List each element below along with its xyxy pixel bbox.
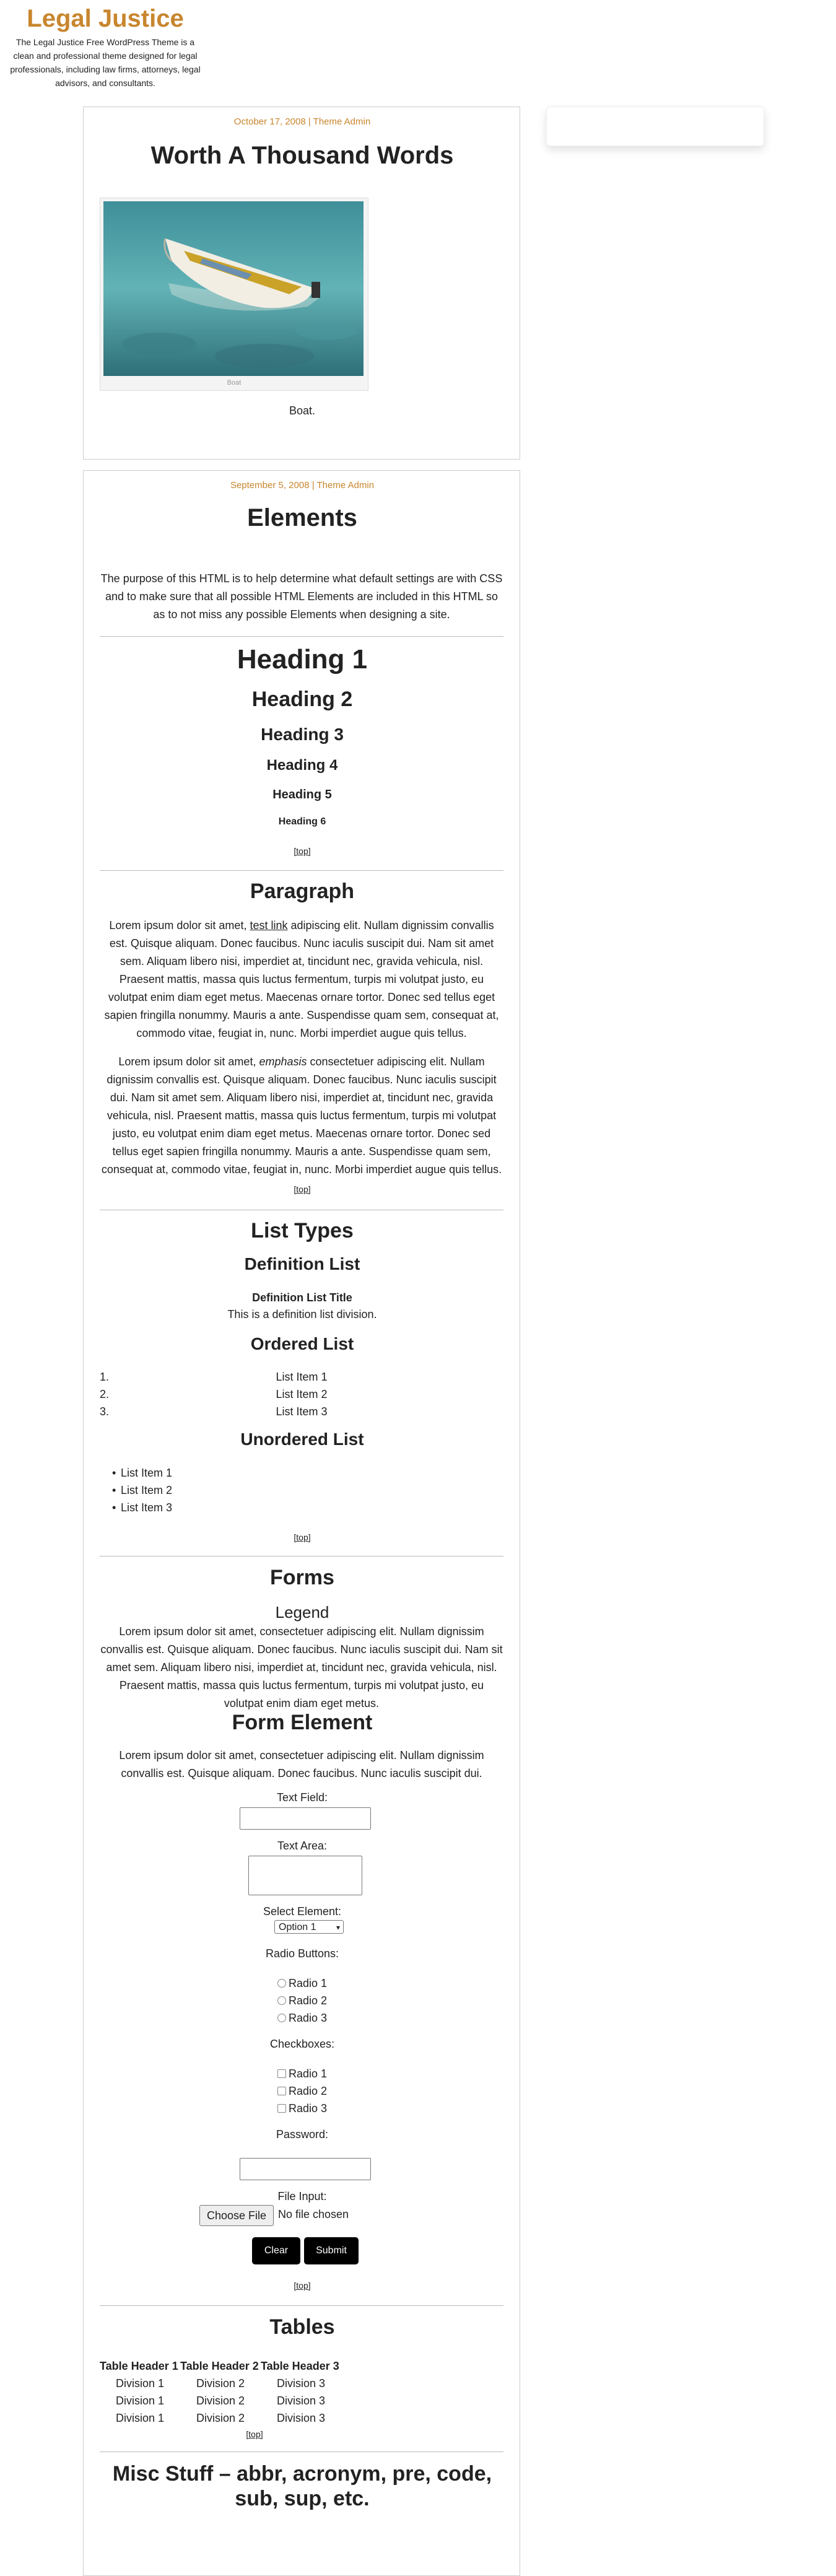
- legend-text: Lorem ipsum dolor sit amet, consectetuer adipiscing elit. Nullam dignissim convallis est. Quisque aliquam. Donec faucibus. Nunc iaculis suscipit dui. Nam sit amet sem. Aliquam libero nisi, imperdiet at, tincidunt nec, gravida vehicula, nisl. Praesent mattis, massa quis luctus fermentum, turpis mi volutpat justo, eu volutpat enim diam eget metus.: [100, 1625, 503, 1709]
- unordered-list-heading: Unordered List: [240, 1430, 364, 1449]
- boat-image[interactable]: [103, 201, 364, 376]
- table-header: Table Header 1: [100, 2360, 178, 2372]
- top-link[interactable]: [top]: [294, 1184, 311, 1194]
- image-caption: Boat: [227, 379, 242, 386]
- list-item: • List Item 2: [121, 1484, 172, 1497]
- checkbox-option[interactable]: Radio 3: [84, 2102, 521, 2115]
- divider: [100, 636, 503, 637]
- post-text: Boat.: [289, 404, 316, 417]
- text-field-label: Text Field:: [276, 1791, 328, 1804]
- table-cell: Division 1: [116, 2395, 165, 2407]
- clear-button[interactable]: Clear: [252, 2237, 300, 2264]
- post-elements: September 5, 2008 | Theme Admin Elements The purpose of this HTML is to help determine what default settings are with CSS and to make sure that all possible HTML Elements are included in this HTML so as to not miss any possible Elements when designing a site. Heading 1 Heading 2 Heading 3 Heading 4 Heading 5 Heading 6 [top] Paragraph Lorem ipsum dolor sit amet, test link adipiscing elit. Nullam dignissim convallis est. Quisque aliquam. Donec faucibus. Nunc iaculis suscipit dui. Nam sit amet sem. Aliquam libero nisi, imperdiet at, tincidunt nec, gravida vehicula, nisl. Praesent mattis, massa quis luctus fermentum, turpis mi volutpat justo, eu volutpat enim diam eget metus. Maecenas ornare tortor. Donec sed tellus eget sapien fringilla nonummy. Mauris a ante. Suspendisse quam sem, consequat at, commodo vitae, feugiat in, nunc. Morbi imperdiet augue quis tellus. Lorem ipsum dolor sit amet, emphasis consectetuer adipiscing elit. Nullam dignissim convallis est. Quisque aliquam. Donec faucibus. Nunc iaculis suscipit dui. Nam sit amet sem. Aliquam libero nisi, imperdiet at, tincidunt nec, gravida vehicula, nisl. Praesent mattis, massa quis luctus fermentum, turpis mi volutpat justo, eu volutpat enim diam eget metus. Maecenas ornare tortor. Donec sed tellus eget sapien fringilla nonummy. Mauris a ante. Suspendisse quam sem, consequat at, commodo vitae, feugiat in, nunc. Morbi imperdiet augue quis tellus. [top] List Types Definition List Definition List Title This is a definition list division. Ordered List 1. List Item 1 2. List Item 2 3. List Item 3 Unordered List • List Item 1 • List Item 2 • List Item 3 [top] Forms Legend Lorem ipsum dolor sit amet, consectetuer adipiscing elit. Nullam dignissim convallis est. Quisque aliquam. Donec faucibus. Nunc iaculis suscipit dui. Nam sit amet sem. Aliquam libero nisi, imperdiet at, tincidunt nec, gravida vehicula, nisl. Praesent mattis, massa quis luctus fermentum, turpis mi volutpat justo, eu volutpat enim diam eget metus. Form Element Lorem ipsum dolor sit amet, consectetuer adipiscing elit. Nullam dignissim convallis est. Quisque aliquam. Donec faucibus. Nunc iaculis suscipit dui. Text Field: Text Area: Select Element: Option 1 ▾ Radio Buttons: Radio 1 Radio 2 Radio 3 Checkboxes: Radio 1 Radio 2 Radio 3 Password: File Input: Choose File No file chosen Clear Submit [top] Tables Table Header 1 Table Header 2 Table Header 3 Division 1 Division 2 Division 3 Division 1 Division 2 Division 3 Division 1 Division 2 Division 3 [top] Misc Stuff – abbr, acronym, pre, code, sub, sup, etc.: [83, 470, 520, 2576]
- heading-2: Heading 2: [251, 688, 353, 711]
- table-cell: Division 3: [277, 2395, 326, 2407]
- ordered-list-heading: Ordered List: [250, 1334, 354, 1353]
- table-cell: Division 3: [277, 2412, 326, 2424]
- legend-paragraph: [100, 1623, 503, 1713]
- radio-option[interactable]: Radio 2: [84, 1994, 521, 2007]
- select-label: Select Element:: [263, 1905, 342, 1918]
- radio-icon[interactable]: [277, 2014, 286, 2022]
- test-link[interactable]: test link: [250, 919, 288, 932]
- text-area-label: Text Area:: [277, 1840, 328, 1852]
- paragraph-1: Lorem ipsum dolor sit amet, test link adipiscing elit. Nullam dignissim convallis est. Quisque aliquam. Donec faucibus. Nunc iaculis suscipit dui. Nam sit amet sem. Aliquam libero nisi, imperdiet at, tincidunt nec, gravida vehicula, nisl. Praesent mattis, massa quis luctus fermentum, turpis mi volutpat justo, eu volutpat enim diam eget metus. Maecenas ornare tortor. Donec sed tellus eget sapien fringilla nonummy. Mauris a ante. Suspendisse quam sem, consequat at, commodo vitae, feugiat in, nunc. Morbi imperdiet augue quis tellus.: [104, 919, 499, 1039]
- post-title[interactable]: Worth A Thousand Words: [150, 142, 454, 169]
- image-figure: [100, 198, 368, 391]
- radio-option[interactable]: Radio 1: [84, 1977, 521, 1990]
- radio-icon[interactable]: [277, 1996, 286, 2005]
- heading-1: Heading 1: [237, 644, 368, 675]
- definition-description: This is a definition list division.: [227, 1308, 377, 1321]
- password-field[interactable]: [240, 2158, 371, 2180]
- paragraph-heading: Paragraph: [250, 880, 355, 903]
- file-status: No file chosen: [278, 2208, 349, 2220]
- table-cell: Division 3: [277, 2377, 326, 2390]
- divider: [100, 870, 503, 871]
- emphasis-text: emphasis: [259, 1055, 307, 1068]
- site-header: [0, 0, 211, 90]
- heading-5: Heading 5: [272, 788, 332, 801]
- table-cell: Division 1: [116, 2377, 165, 2390]
- form-legend: Legend: [275, 1603, 329, 1622]
- heading-4: Heading 4: [266, 757, 338, 774]
- password-label: Password:: [276, 2128, 329, 2141]
- post-worth-a-thousand-words: [83, 107, 520, 460]
- file-input-label: File Input:: [277, 2190, 327, 2203]
- top-link[interactable]: [top]: [246, 2429, 263, 2439]
- post-meta[interactable]: September 5, 2008 | Theme Admin: [230, 480, 375, 491]
- definition-title: Definition List Title: [252, 1291, 352, 1304]
- definition-list-heading: Definition List: [244, 1254, 360, 1273]
- checkbox-option[interactable]: Radio 2: [84, 2085, 521, 2098]
- top-link[interactable]: [top]: [294, 1532, 311, 1542]
- paragraph-2: Lorem ipsum dolor sit amet, emphasis consectetuer adipiscing elit. Nullam dignissim convallis est. Quisque aliquam. Donec faucibus. Nunc iaculis suscipit dui. Nam sit amet sem. Aliquam libero nisi, imperdiet at, tincidunt nec, gravida vehicula, nisl. Praesent mattis, massa quis luctus fermentum, turpis mi volutpat justo, eu volutpat enim diam eget metus. Maecenas ornare tortor. Donec sed tellus eget sapien fringilla nonummy. Mauris a ante. Suspendisse quam sem, consequat at, commodo vitae, feugiat in, nunc. Morbi imperdiet augue quis tellus.: [101, 1055, 502, 1176]
- top-link[interactable]: [top]: [294, 846, 311, 856]
- heading-6: Heading 6: [278, 816, 326, 827]
- tables-heading: Tables: [269, 2315, 335, 2339]
- table-cell: Division 2: [196, 2395, 245, 2407]
- checkbox-icon[interactable]: [277, 2104, 286, 2113]
- chevron-down-icon: ▾: [336, 1923, 340, 1932]
- site-description: The Legal Justice Free WordPress Theme is a clean and professional theme designed for legal professionals, including law firms, attorneys, legal advisors, and consultants.: [10, 37, 201, 88]
- intro-text: The purpose of this HTML is to help determine what default settings are with CSS and to make sure that all possible HTML Elements are included in this HTML so as to not miss any possible Elements when designing a site.: [100, 572, 503, 621]
- list-item: • List Item 1: [121, 1467, 172, 1480]
- table-cell: Division 2: [196, 2412, 245, 2424]
- site-title[interactable]: Legal Justice: [27, 5, 184, 32]
- table-header: Table Header 2: [180, 2360, 259, 2372]
- form-element-paragraph: [100, 1747, 503, 1783]
- paragraph-section: [100, 917, 503, 1179]
- radio-option[interactable]: Radio 3: [84, 2012, 521, 2025]
- checkbox-option[interactable]: Radio 1: [84, 2067, 521, 2080]
- radio-buttons-label: Radio Buttons:: [265, 1947, 339, 1960]
- heading-3: Heading 3: [261, 725, 344, 744]
- checkbox-icon[interactable]: [277, 2087, 286, 2095]
- list-item: • List Item 3: [121, 1501, 172, 1514]
- choose-file-button[interactable]: Choose File: [199, 2205, 274, 2226]
- radio-icon[interactable]: [277, 1979, 286, 1988]
- forms-heading: Forms: [270, 1566, 334, 1589]
- list-types-heading: List Types: [251, 1219, 354, 1242]
- text-area[interactable]: [248, 1856, 362, 1895]
- file-input: [84, 2205, 521, 2227]
- checkboxes-label: Checkboxes:: [269, 2038, 335, 2050]
- checkbox-icon[interactable]: [277, 2069, 286, 2078]
- divider: [100, 2305, 503, 2306]
- post-title[interactable]: Elements: [247, 504, 357, 531]
- form-element-heading: Form Element: [232, 1711, 373, 1734]
- misc-heading: Misc Stuff – abbr, acronym, pre, code, sub, sup, etc.: [112, 2462, 492, 2510]
- select-value: Option 1: [279, 1922, 316, 1932]
- text-field[interactable]: [240, 1807, 371, 1830]
- form-element-text: Lorem ipsum dolor sit amet, consectetuer adipiscing elit. Nullam dignissim convallis est. Quisque aliquam. Donec faucibus. Nunc iaculis suscipit dui.: [119, 1749, 484, 1779]
- table-header: Table Header 3: [261, 2360, 339, 2372]
- select-element[interactable]: [274, 1920, 344, 1934]
- post-meta[interactable]: October 17, 2008 | Theme Admin: [233, 116, 371, 127]
- sidebar-widget: [546, 107, 764, 146]
- submit-button[interactable]: Submit: [304, 2237, 359, 2264]
- divider: [100, 1556, 503, 1557]
- table-cell: Division 1: [116, 2412, 165, 2424]
- intro-paragraph: [100, 570, 503, 624]
- top-link[interactable]: [top]: [294, 2281, 311, 2290]
- table-cell: Division 2: [196, 2377, 245, 2390]
